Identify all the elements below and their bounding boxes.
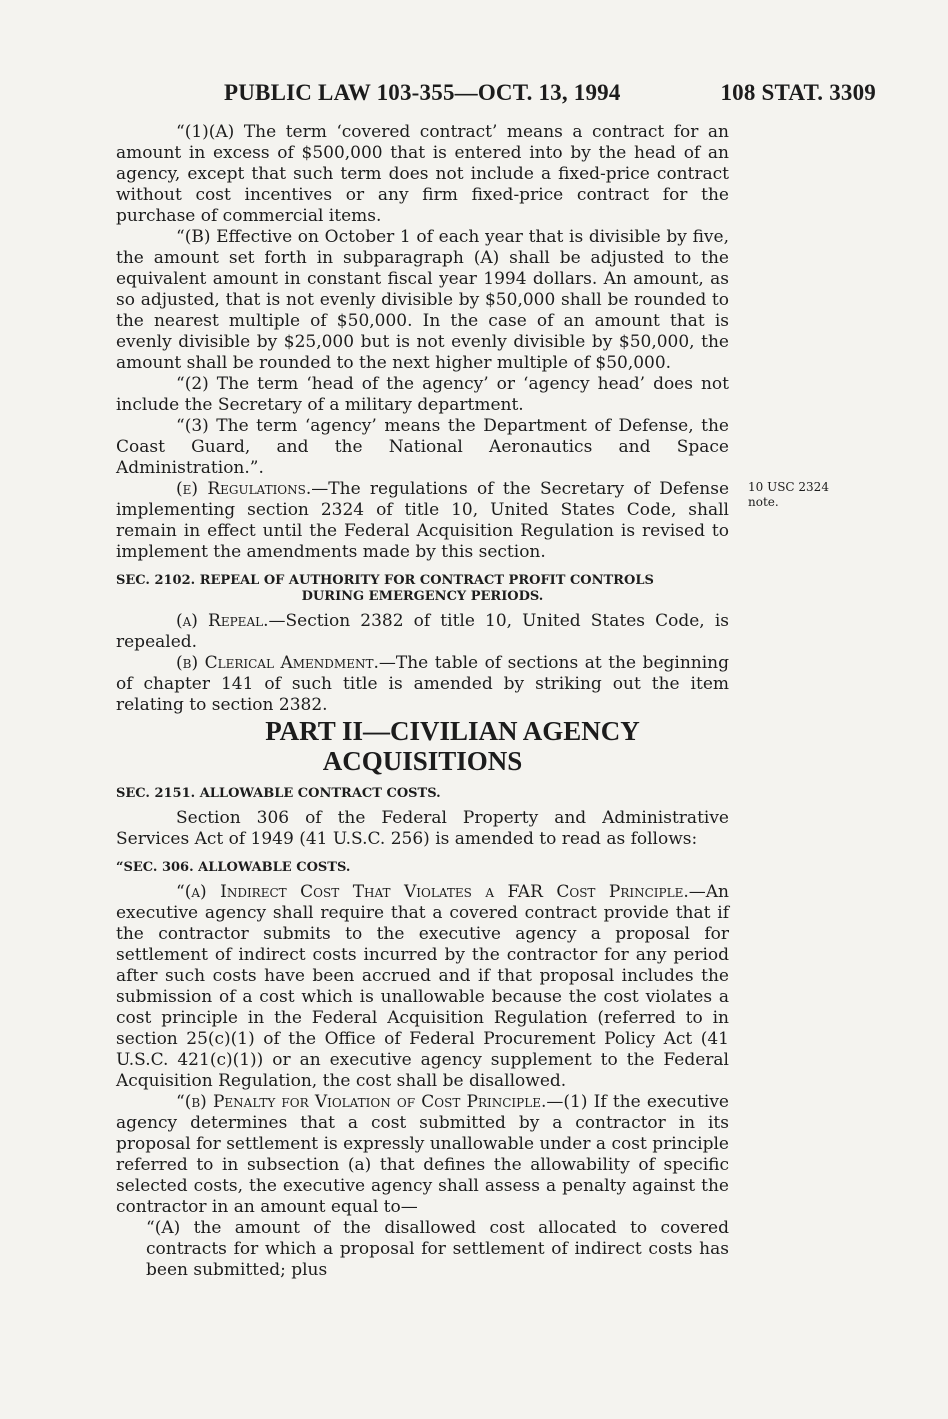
part-ii-heading: PART II—CIVILIAN AGENCY ACQUISITIONS bbox=[265, 716, 640, 776]
paragraph-covered-contract: “(1)(A) The term ‘covered contract’ means a contract for an amount in excess of $500,000 that is entered into by the head of an agency, except that such term does not include a fixed-price contract without cost incentives or any firm fixed-price contract for the purchase of commercial items. bbox=[116, 122, 729, 226]
clerical-amendment-label: (b) Clerical Amendment. bbox=[176, 653, 379, 673]
regulations-label: (e) Regulations. bbox=[176, 479, 312, 499]
margin-note bbox=[748, 480, 858, 510]
clerical-amendment-text: —The table of sections at the beginning of chapter 141 of such title is amended by striking out the item relating to section 2382. bbox=[116, 653, 729, 715]
regulations-text: —The regulations of the Secretary of Defense implementing section 2324 of title 10, United States Code, shall remain in effect until the Federal Acquisition Regulation is revised to implement the amendments made by this section. bbox=[116, 479, 729, 562]
section-2102-heading bbox=[116, 573, 729, 605]
paragraph-agency-definition: “(3) The term ‘agency’ means the Department of Defense, the Coast Guard, and the National Aeronautics and Space Administration.”. bbox=[116, 416, 729, 478]
section-2102-title: SEC. 2102. REPEAL OF AUTHORITY FOR CONTRACT PROFIT CONTROLS bbox=[116, 573, 654, 588]
document-body bbox=[116, 122, 729, 1281]
section-2102-title-cont: DURING EMERGENCY PERIODS. bbox=[301, 589, 544, 604]
section-2151-heading: SEC. 2151. ALLOWABLE CONTRACT COSTS. bbox=[116, 786, 441, 801]
margin-note-label: note. bbox=[748, 495, 779, 509]
paragraph-repeal bbox=[116, 611, 729, 653]
paragraph-penalty bbox=[116, 1092, 729, 1218]
indirect-cost-label: “(a) Indirect Cost That Violates a FAR Cost Principle. bbox=[176, 882, 689, 902]
paragraph-clerical-amendment bbox=[116, 653, 729, 716]
paragraph-disallowed-cost bbox=[116, 1218, 729, 1281]
penalty-text: —(1) If the executive agency determines that a cost submitted by a contractor in its proposal for settlement is expressly unallowable under a cost principle referred to in subsection (a) that defines the allowability of specific selected costs, the executive agency shall assess a penalty against the contractor in an amount equal to— bbox=[116, 1092, 729, 1217]
paragraph-head-of-agency: “(2) The term ‘head of the agency’ or ‘agency head’ does not include the Secretary of a military department. bbox=[116, 374, 729, 415]
paragraph-section-306-amendment: Section 306 of the Federal Property and Administrative Services Act of 1949 (41 U.S.C. 256) is amended to read as follows: bbox=[116, 808, 729, 849]
paragraph-regulations bbox=[116, 479, 729, 563]
indirect-cost-text: —An executive agency shall require that a covered contract provide that if the contractor submits to the executive agency a proposal for settlement of indirect costs incurred by the contractor for any period after such costs have been accrued and if that proposal includes the submission of a cost which is unallowable because the cost violates a cost principle in the Federal Acquisition Regulation (referred to in section 25(c)(1) of the Office of Federal Procurement Policy Act (41 U.S.C. 421(c)(1)) or an executive agency supplement to the Federal Acquisition Regulation, the cost shall be disallowed. bbox=[116, 882, 729, 1091]
paragraph-effective-adjustment: “(B) Effective on October 1 of each year that is divisible by five, the amount set forth in subparagraph (A) shall be adjusted to the equivalent amount in constant fiscal year 1994 dollars. An amount, as so adjusted, that is not evenly divisible by $50,000 shall be rounded to the nearest multiple of $50,000. In the case of an amount that is evenly divisible by $25,000 but is not evenly divisible by $50,000, the amount shall be rounded to the next higher multiple of $50,000. bbox=[116, 227, 729, 373]
repeal-label: (a) Repeal. bbox=[176, 611, 269, 631]
disallowed-cost-text: “(A) the amount of the disallowed cost allocated to covered contracts for which a proposal for settlement of indirect costs has been submitted; plus bbox=[146, 1218, 729, 1280]
margin-note-citation: 10 USC 2324 bbox=[748, 480, 829, 494]
penalty-label: “(b) Penalty for Violation of Cost Principle. bbox=[176, 1092, 547, 1112]
public-law-heading: PUBLIC LAW 103-355—OCT. 13, 1994 bbox=[224, 80, 621, 105]
statute-page-number: 108 STAT. 3309 bbox=[720, 80, 876, 105]
repeal-text: —Section 2382 of title 10, United States Code, is repealed. bbox=[116, 611, 729, 652]
paragraph-indirect-cost bbox=[116, 882, 729, 1092]
section-306-heading: “SEC. 306. ALLOWABLE COSTS. bbox=[116, 860, 351, 875]
